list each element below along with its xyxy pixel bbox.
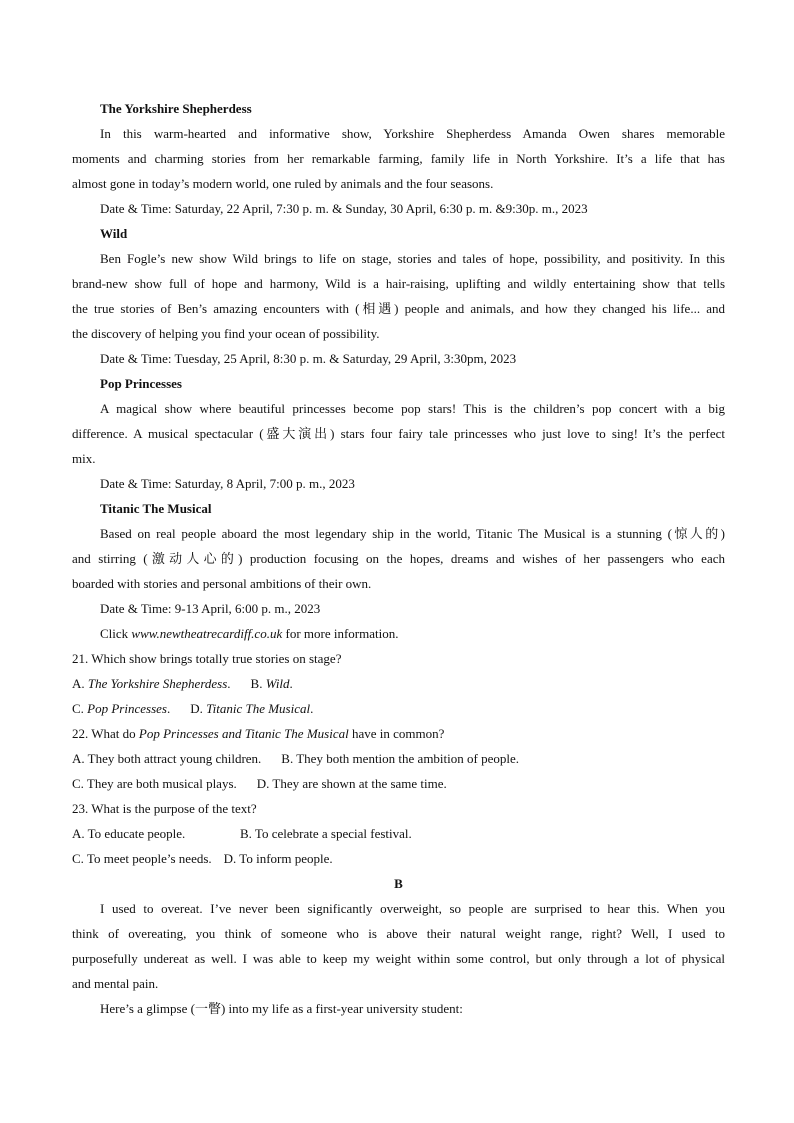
show-description-line: the true stories of Ben’s amazing encounters with (相遇) people and animals, and how they changed his life... and [72,301,725,316]
option-d: Titanic The Musical [206,701,311,716]
paragraph-line: and mental pain. [72,976,159,991]
option-c: C. They are both musical plays. [72,776,237,791]
section-heading: B [394,876,403,891]
show-description-line: A magical show where beautiful princesses become pop stars! This is the children’s pop concert with a big [100,401,725,416]
option-c: C. To meet people’s needs. [72,851,212,866]
show-description-line: difference. A musical spectacular (盛大演出) stars four fairy tale princesses who just love to sing! It’s the perfect [72,426,725,441]
show-description-line: mix. [72,451,96,466]
paragraph-line: purposefully undereat as well. I was able to keep my weight within some control, but only through a lot of physical [72,951,725,966]
show-title: Pop Princesses [100,376,182,391]
option-d: D. To inform people. [223,851,333,866]
show-description-line: In this warm-hearted and informative show, Yorkshire Shepherdess Amanda Owen shares memorable [100,126,725,141]
question-stem: 23. What is the purpose of the text? [72,801,257,816]
question-options-row [72,746,725,771]
question-options-row [72,846,725,871]
show-title: The Yorkshire Shepherdess [100,101,252,116]
question-stem: 21. Which show brings totally true stories on stage? [72,651,342,666]
option-b: B. They both mention the ambition of people. [281,751,519,766]
show-title: Titanic The Musical [100,501,212,516]
show-datetime: Date & Time: Saturday, 22 April, 7:30 p. m. & Sunday, 30 April, 6:30 p. m. &9:30p. m., 2023 [100,201,588,216]
question-stem-suffix: have in common? [348,726,445,741]
website-link[interactable]: www.newtheatrecardiff.co.uk [131,626,283,641]
option-b: Wild [265,676,290,691]
question-stem [72,721,725,746]
more-info-suffix: for more information. [282,626,399,641]
option-a: A. They both attract young children. [72,751,262,766]
show-description-line: almost gone in today’s modern world, one ruled by animals and the four seasons. [72,176,494,191]
question-options-row [72,771,725,796]
more-info-prefix: Click [100,626,132,641]
question-options-row [72,821,725,846]
paragraph-line: think of overeating, you think of someone who is above their natural weight range, right? Well, I used to [72,926,725,941]
question-stem-italic: Pop Princesses and Titanic The Musical [138,726,349,741]
option-b: B. To celebrate a special festival. [240,826,412,841]
show-description-line: and stirring (激动人心的) production focusing on the hopes, dreams and wishes of her passengers who each [72,551,725,566]
show-description-line: boarded with stories and personal ambitions of their own. [72,576,372,591]
question-stem-prefix: 22. What do [72,726,139,741]
show-description-line: Based on real people aboard the most legendary ship in the world, Titanic The Musical is a stunning (惊人的) [100,526,725,541]
paragraph-line: I used to overeat. I’ve never been significantly overweight, so people are surprised to hear this. When you [100,901,725,916]
show-description-line: Ben Fogle’s new show Wild brings to life on stage, stories and tales of hope, possibility, and positivity. In this [100,251,725,266]
document-page [72,96,725,1021]
option-a: The Yorkshire Shepherdess [87,676,228,691]
more-info-line [72,621,725,646]
show-description-line: brand-new show full of hope and harmony, Wild is a hair-raising, uplifting and wildly entertaining show that tells [72,276,725,291]
show-datetime: Date & Time: Tuesday, 25 April, 8:30 p. m. & Saturday, 29 April, 3:30pm, 2023 [100,351,517,366]
show-datetime: Date & Time: Saturday, 8 April, 7:00 p. m., 2023 [100,476,355,491]
show-title: Wild [100,226,128,241]
option-a: A. To educate people. [72,826,186,841]
show-description-line: the discovery of helping you find your ocean of possibility. [72,326,380,341]
option-c: Pop Princesses [87,701,167,716]
option-d: D. They are shown at the same time. [256,776,447,791]
question-options-row: A. The Yorkshire Shepherdess. B. Wild. [72,676,293,691]
paragraph-line: Here’s a glimpse (一瞥) into my life as a first-year university student: [100,1001,463,1016]
show-description-line: moments and charming stories from her remarkable farming, family life in North Yorkshire. It’s a life that has [72,151,725,166]
show-datetime: Date & Time: 9-13 April, 6:00 p. m., 2023 [100,601,321,616]
question-options-row: C. Pop Princesses. D. Titanic The Musical. [72,701,314,716]
